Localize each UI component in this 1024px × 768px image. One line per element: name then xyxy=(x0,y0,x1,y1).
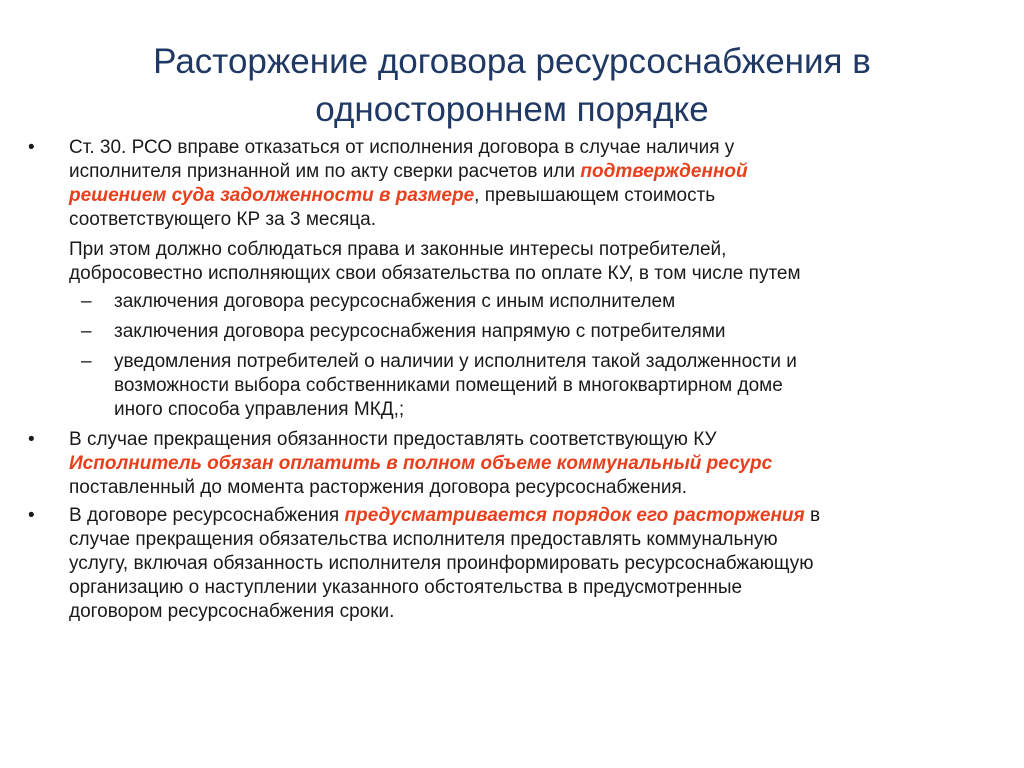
dash-icon: – xyxy=(81,351,92,372)
text-segment: в xyxy=(804,505,821,526)
bullet-icon: • xyxy=(28,137,35,158)
text-line: Ст. 30. РСО вправе отказаться от исполнения договора в случае наличия у xyxy=(69,137,735,158)
bullet-2-paragraph xyxy=(69,428,1003,500)
text-line: добросовестно исполняющих свои обязательства по оплате КУ, в том числе путем xyxy=(69,263,801,284)
text-line: случае прекращения обязательства исполнителя предоставлять коммунальную xyxy=(69,529,778,550)
highlighted-text: решением суда задолженности в размере xyxy=(69,185,475,206)
text-segment: , превышающем стоимость xyxy=(474,185,716,206)
highlighted-text: Исполнитель обязан оплатить в полном объеме коммунальный ресурс xyxy=(69,453,773,474)
text-line xyxy=(69,504,1003,528)
bullet-1-paragraph-1 xyxy=(69,136,1003,232)
bullet-item-3 xyxy=(28,504,1003,624)
slide-title xyxy=(60,38,964,134)
highlighted-text: подтвержденной xyxy=(580,161,748,182)
text-line: заключения договора ресурсоснабжения напрямую с потребителями xyxy=(114,321,726,342)
text-line: организацию о наступлении указанного обстоятельства в предусмотренные xyxy=(69,577,743,598)
text-line: В случае прекращения обязанности предоставлять соответствующую КУ xyxy=(69,429,717,450)
text-line: соответствующего КР за 3 месяца. xyxy=(69,209,376,230)
text-line: уведомления потребителей о наличии у исполнителя такой задолженности и xyxy=(114,351,797,372)
bullet-item-2 xyxy=(28,428,1003,500)
text-segment: В договоре ресурсоснабжения xyxy=(69,505,345,526)
bullet-1-paragraph-2 xyxy=(69,238,1003,286)
text-line: услугу, включая обязанность исполнителя проинформировать ресурсоснабжающую xyxy=(69,553,814,574)
text-line: возможности выбора собственниками помещений в многоквартирном доме xyxy=(114,375,783,396)
bullet-icon: • xyxy=(28,505,35,526)
bullet-3-paragraph xyxy=(69,504,1003,624)
dash-item-1 xyxy=(28,290,1003,314)
bullet-item-1 xyxy=(28,136,1003,286)
text-line xyxy=(69,160,1003,184)
text-line: заключения договора ресурсоснабжения с иным исполнителем xyxy=(114,291,676,312)
slide-body xyxy=(28,136,1003,624)
bullet-icon: • xyxy=(28,429,35,450)
highlighted-text: предусматривается порядок его расторжения xyxy=(344,505,805,526)
dash-list xyxy=(28,290,1003,422)
text-line xyxy=(69,184,1003,208)
dash-icon: – xyxy=(81,321,92,342)
slide-title-line-2: одностороннем порядке xyxy=(315,90,709,129)
text-line: договором ресурсоснабжения сроки. xyxy=(69,601,395,622)
text-line: иного способа управления МКД,; xyxy=(114,399,405,420)
dash-item-2 xyxy=(28,320,1003,344)
slide-title-line-1: Расторжение договора ресурсоснабжения в xyxy=(153,42,871,81)
dash-item-3 xyxy=(28,350,1003,422)
text-line: При этом должно соблюдаться права и законные интересы потребителей, xyxy=(69,239,727,260)
text-segment: исполнителя признанной им по акту сверки расчетов или xyxy=(69,161,581,182)
dash-icon: – xyxy=(81,291,92,312)
text-line: поставленный до момента расторжения договора ресурсоснабжения. xyxy=(69,477,688,498)
